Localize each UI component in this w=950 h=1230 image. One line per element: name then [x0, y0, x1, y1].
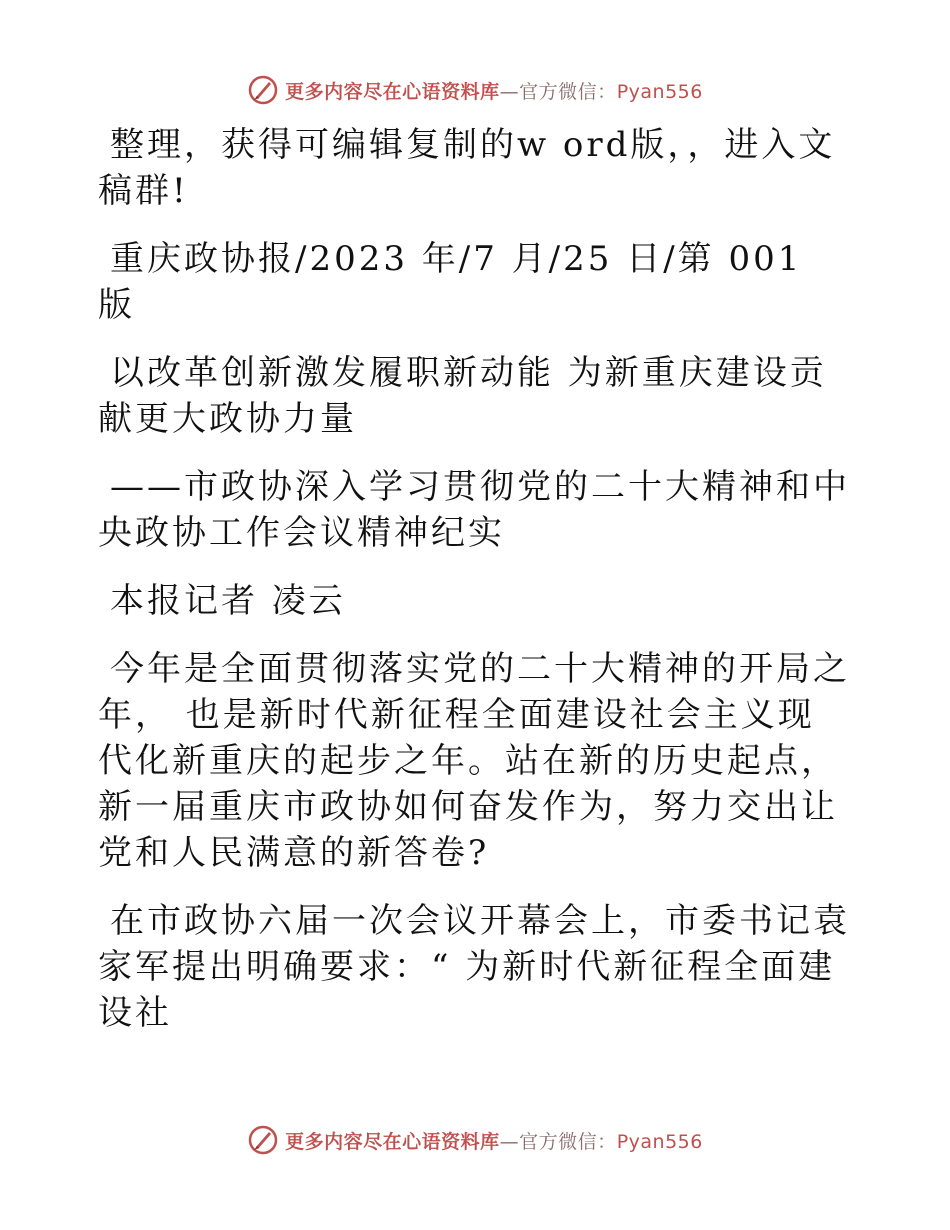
- watermark-label: 官方微信：: [519, 80, 617, 103]
- intro-paragraph: 整理，获得可编辑复制的w ord版，，进入文稿群!: [98, 125, 836, 211]
- quill-logo-icon: [247, 1124, 279, 1156]
- source-line: 重庆政协报/2023 年/7 月/25 日/第 001 版: [98, 239, 803, 325]
- article-title: 以改革创新激发履职新动能 为新重庆建设贡献更大政协力量: [98, 353, 827, 439]
- watermark-brand: 更多内容尽在心语资料库: [285, 1130, 500, 1153]
- body-paragraph: 在市政协六届一次会议开幕会上，市委书记袁家军提出明确要求：“ 为新时代新征程全面建设社: [98, 901, 850, 1033]
- quill-logo-icon: [247, 74, 279, 106]
- watermark-text: [285, 1127, 703, 1154]
- watermark-wechat-id: Pyan556: [616, 80, 703, 103]
- article-subtitle: ——市政协深入学习贯彻党的二十大精神和中央政协工作会议精神纪实: [98, 467, 850, 553]
- footer-watermark: [0, 1122, 950, 1158]
- watermark-separator: —: [499, 1130, 520, 1153]
- byline: 本报记者 凌云: [110, 581, 346, 621]
- watermark-text: [285, 77, 703, 104]
- watermark-brand: 更多内容尽在心语资料库: [285, 80, 500, 103]
- document-body: [98, 122, 850, 1058]
- watermark-label: 官方微信：: [519, 1130, 617, 1153]
- watermark-separator: —: [499, 80, 520, 103]
- watermark-wechat-id: Pyan556: [616, 1130, 703, 1153]
- header-watermark: [0, 72, 950, 108]
- body-paragraph: 今年是全面贯彻落实党的二十大精神的开局之年， 也是新时代新征程全面建设社会主义现代化新重庆的起步之年。站在新的历史起点，新一届重庆市政协如何奋发作为，努力交出让党和人民满意的新答卷?: [98, 649, 850, 873]
